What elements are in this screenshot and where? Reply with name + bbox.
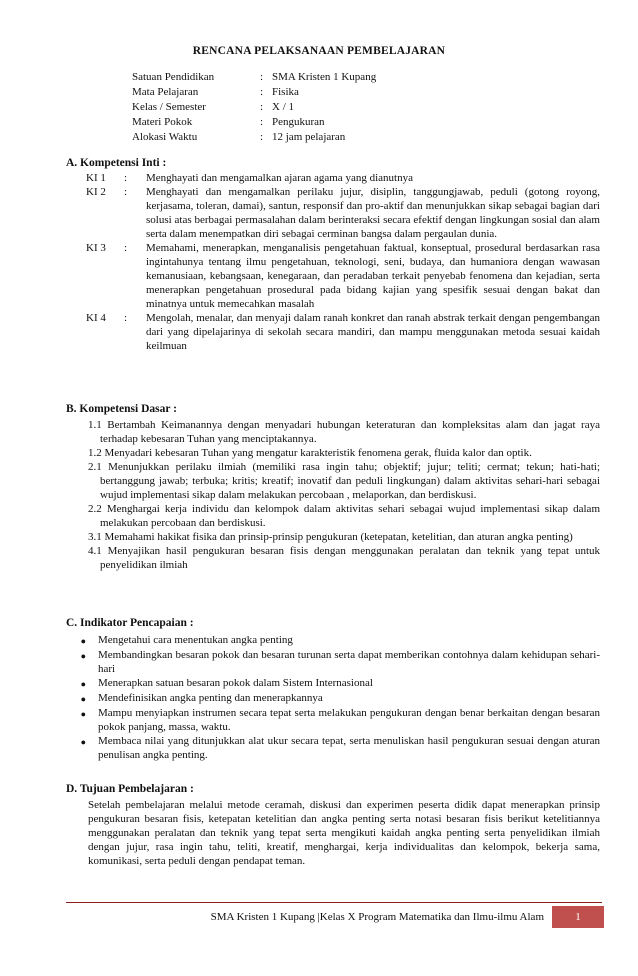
identity-colon: :	[260, 86, 264, 98]
kd-item: 2.1 Menunjukkan perilaku ilmiah (memiliki rasa ingin tahu; objektif; jujur; teliti; cermat; tekun; hati-hati; bertanggung jawab; terbuka; kritis; kreatif; inovatif dan peduli lingkungan) dalam aktivitas sehari-hari sebagai wujud implementasi sikap dalam melakukan percobaan , melaporkan, dan berdiskusi.	[88, 461, 600, 501]
bullet-icon: ●	[80, 737, 86, 747]
bullet-icon: ●	[80, 636, 86, 646]
identity-value: SMA Kristen 1 Kupang	[272, 71, 377, 83]
indicator-text: Membaca nilai yang ditunjukkan alat ukur secara tepat, serta menuliskan hasil pengukuran sesuai dengan aturan penulisan angka penting.	[98, 735, 600, 761]
ki-item	[66, 241, 600, 311]
indicator-item	[66, 633, 600, 648]
footer-text: SMA Kristen 1 Kupang |Kelas X Program Matematika dan Ilmu-ilmu Alam	[210, 911, 544, 923]
identity-colon: :	[260, 116, 264, 128]
indicator-item	[66, 706, 600, 734]
identity-label: Satuan Pendidikan	[132, 71, 215, 83]
identity-row	[132, 85, 376, 100]
indicator-text: Membandingkan besaran pokok dan besaran turunan serta dapat memberikan contohnya dalam kehidupan sehari-hari	[98, 649, 600, 675]
section-objectives	[66, 782, 600, 868]
identity-row	[132, 130, 376, 145]
ki-text: Menghayati dan mengamalkan perilaku jujur, disiplin, tanggungjawab, peduli (gotong royong, kerjasama, toleran, damai), santun, responsif dan pro-aktif dan menunjukkan sikap sebagai bagian dari solusi atas berbagai permasalahan dalam berinteraksi secara efektif dengan lingkungan sosial dan alam serta dalam menempatkan diri sebagai cerminan bangsa dalam pergaulan dunia.	[146, 186, 600, 240]
ki-colon: :	[124, 186, 128, 198]
ki-item	[66, 171, 600, 185]
ki-code: KI 4	[86, 312, 106, 324]
page-number: 1	[552, 906, 604, 928]
page-title: RENCANA PELAKSANAAN PEMBELAJARAN	[192, 45, 446, 57]
identity-value: X / 1	[272, 101, 294, 113]
section-basic-competency	[66, 402, 600, 572]
page-footer	[66, 904, 602, 930]
section-c-heading: C. Indikator Pencapaian :	[66, 617, 194, 629]
kd-item: 1.2 Menyadari kebesaran Tuhan yang mengatur karakteristik fenomena gerak, fluida kalor dan optik.	[88, 447, 532, 459]
indicator-text: Mampu menyiapkan instrumen secara tepat serta melakukan pengukuran dengan benar berkaitan dengan besaran pokok panjang, massa, waktu.	[98, 707, 600, 733]
identity-row	[132, 70, 376, 85]
identity-label: Mata Pelajaran	[132, 86, 199, 98]
identity-value: Fisika	[272, 86, 299, 98]
ki-text: Menghayati dan mengamalkan ajaran agama yang dianutnya	[146, 172, 413, 184]
kd-list	[66, 418, 600, 572]
ki-colon: :	[124, 312, 128, 324]
ki-item	[66, 185, 600, 241]
kd-item: 1.1 Bertambah Keimanannya dengan menyadari hubungan keteraturan dan kompleksitas alam dan jagat raya terhadap kebesaran Tuhan yang menciptakannya.	[88, 419, 600, 445]
section-d-heading: D. Tujuan Pembelajaran :	[66, 783, 194, 795]
indicator-list	[66, 633, 600, 762]
section-a-heading: A. Kompetensi Inti :	[66, 157, 167, 169]
ki-code: KI 2	[86, 186, 106, 198]
identity-row	[132, 115, 376, 130]
indicator-text: Mendefinisikan angka penting dan menerapkannya	[98, 692, 323, 704]
indicator-item	[66, 648, 600, 676]
ki-code: KI 3	[86, 242, 106, 254]
identity-row	[132, 100, 376, 115]
ki-text: Mengolah, menalar, dan menyaji dalam ranah konkret dan ranah abstrak terkait dengan pengembangan dari yang dipelajarinya di sekolah secara mandiri, dan mampu menggunakan metoda sesuai kaidah keilmuan	[146, 312, 600, 352]
indicator-item	[66, 734, 600, 762]
identity-label: Materi Pokok	[132, 116, 193, 128]
indicator-text: Menerapkan satuan besaran pokok dalam Sistem Internasional	[98, 677, 373, 689]
objectives-paragraph: Setelah pembelajaran melalui metode ceramah, diskusi dan experimen peserta didik dapat menerapkan prinsip pengukuran besaran fisis, ketepatan ketelitian dan angka penting serta notasi besaran fisis berikut ketelitiannya menggunakan peralatan dan teknik yang tepat serta mengikuti kaidah angka penting serta penyelidikan ilmiah dengan jujur, rasa ingin tahu, teliti, kreatif, menghargai, kerja individualitas dan kelompok, bekerja sama, komunikasi, serta peduli dengan pendapat teman.	[88, 799, 600, 867]
identity-colon: :	[260, 101, 264, 113]
footer-divider	[66, 902, 602, 903]
section-competency-core	[66, 156, 600, 353]
ki-colon: :	[124, 172, 128, 184]
identity-colon: :	[260, 131, 264, 143]
ki-text: Memahami, menerapkan, menganalisis pengetahuan faktual, konseptual, prosedural berdasarkan rasa ingintahunya tentang ilmu pengetahuan, teknologi, seni, budaya, dan humaniora dengan wawasan kemanusiaan, kebangsaan, kenegaraan, dan peradaban terkait penyebab fenomena dan kejadian, serta menerapkan pengetahuan prosedural pada bidang kajian yang spesifik sesuai dengan bakat dan minatnya untuk memecahkan masalah	[146, 242, 600, 310]
ki-colon: :	[124, 242, 128, 254]
identity-colon: :	[260, 71, 264, 83]
ki-list	[66, 171, 600, 353]
identity-block	[132, 70, 376, 145]
ki-item	[66, 311, 600, 353]
indicator-item	[66, 691, 600, 706]
kd-item: 4.1 Menyajikan hasil pengukuran besaran fisis dengan menggunakan peralatan dan teknik yang tepat untuk penyelidikan ilmiah	[88, 545, 600, 571]
kd-item: 2.2 Menghargai kerja individu dan kelompok dalam aktivitas sehari sebagai wujud implementasi sikap dalam melakukan percobaan dan berdiskusi.	[88, 503, 600, 529]
indicator-item	[66, 676, 600, 691]
identity-value: 12 jam pelajaran	[272, 131, 346, 143]
identity-value: Pengukuran	[272, 116, 325, 128]
indicator-text: Mengetahui cara menentukan angka penting	[98, 634, 293, 646]
identity-label: Kelas / Semester	[132, 101, 206, 113]
bullet-icon: ●	[80, 709, 86, 719]
bullet-icon: ●	[80, 651, 86, 661]
section-b-heading: B. Kompetensi Dasar :	[66, 403, 177, 415]
ki-code: KI 1	[86, 172, 106, 184]
section-indicators	[66, 616, 600, 762]
kd-item: 3.1 Memahami hakikat fisika dan prinsip-prinsip pengukuran (ketepatan, ketelitian, dan aturan angka penting)	[88, 531, 573, 543]
bullet-icon: ●	[80, 679, 86, 689]
identity-label: Alokasi Waktu	[132, 131, 198, 143]
bullet-icon: ●	[80, 694, 86, 704]
